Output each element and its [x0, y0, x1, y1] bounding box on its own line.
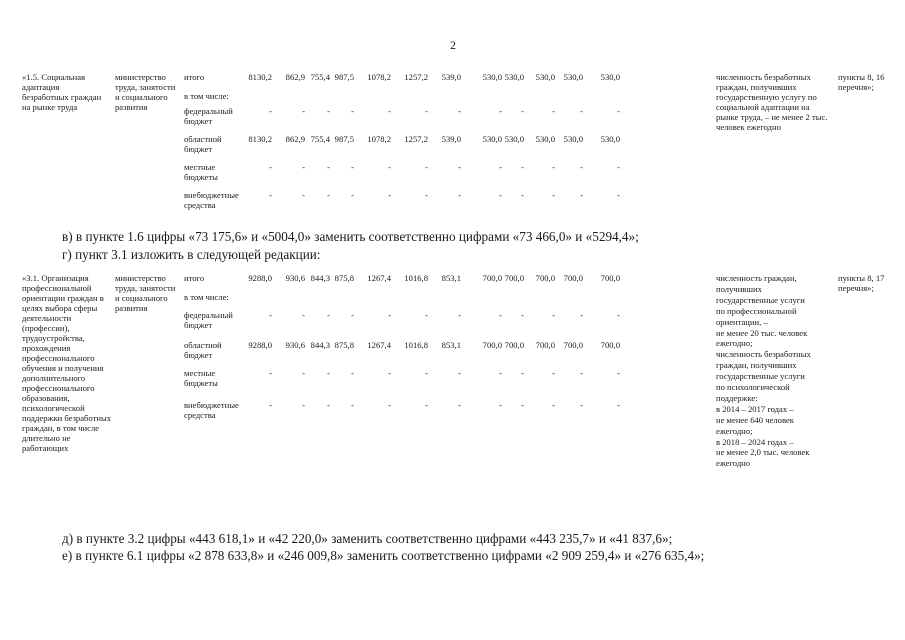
funding-value: -	[302, 162, 305, 172]
funding-value: -	[269, 368, 272, 378]
indicator-line: государственные услуги	[716, 294, 805, 305]
paragraph-g: г) пункт 3.1 изложить в следующей редакции:	[62, 247, 321, 262]
funding-value: -	[425, 400, 428, 410]
funding-value: -	[327, 162, 330, 172]
funding-value: -	[388, 190, 391, 200]
indicator-line: ежегодно	[716, 458, 751, 469]
funding-value: 1078,2	[367, 134, 391, 144]
funding-value: -	[425, 310, 428, 320]
funding-value: 755,4	[310, 134, 330, 144]
row-label: в том числе:	[184, 91, 229, 101]
funding-value: -	[302, 368, 305, 378]
funding-value: 530,0	[482, 72, 502, 82]
executor: министерство труда, занятости и социального развития	[115, 273, 176, 313]
funding-value: -	[388, 106, 391, 116]
indicator-line: ориентации, –	[716, 316, 768, 327]
funding-value: -	[499, 368, 502, 378]
paragraph-v: в) в пункте 1.6 цифры «73 175,6» и «5004,0» заменить соответственно цифрами «73 466,0» и «5294,4»;	[62, 229, 639, 244]
funding-value: 875,8	[334, 273, 354, 283]
funding-value: 9288,0	[248, 273, 272, 283]
funding-value: 862,9	[285, 72, 305, 82]
funding-value: 875,8	[334, 340, 354, 350]
measure-name: «1.5. Социальная адаптация безработных граждан на рынке труда	[22, 72, 102, 112]
funding-value: 700,0	[504, 340, 524, 350]
funding-value: 844,3	[310, 273, 330, 283]
indicator-line: граждан, получивших	[716, 360, 797, 371]
indicator-line: численность безработных	[716, 349, 811, 360]
list-points: пункты 8, 16 перечня»;	[838, 72, 885, 92]
funding-value: 853,1	[441, 340, 461, 350]
funding-value: 700,0	[535, 273, 555, 283]
funding-value: 1267,4	[367, 273, 391, 283]
funding-value: -	[425, 190, 428, 200]
funding-value: 8130,2	[248, 134, 272, 144]
funding-value: -	[580, 310, 583, 320]
funding-value: 530,0	[563, 134, 583, 144]
funding-value: -	[552, 368, 555, 378]
funding-value: -	[499, 400, 502, 410]
funding-value: 1267,4	[367, 340, 391, 350]
funding-value: 700,0	[563, 273, 583, 283]
funding-value: -	[269, 162, 272, 172]
funding-value: -	[580, 190, 583, 200]
funding-value: -	[425, 106, 428, 116]
funding-value: -	[458, 190, 461, 200]
funding-value: 755,4	[310, 72, 330, 82]
funding-value: 853,1	[441, 273, 461, 283]
indicator-line: не менее 2,0 тыс. человек	[716, 447, 810, 458]
funding-value: -	[458, 400, 461, 410]
indicator: численность безработных граждан, получивших государственную услугу по социальной адаптации на рынке труда, – не менее 2 тыс. человек ежегодно	[716, 72, 828, 132]
paragraph-d: д) в пункте 3.2 цифры «443 618,1» и «42 220,0» заменить соответственно цифрами «443 235,7» и «41 837,6»;	[62, 531, 673, 546]
funding-value: -	[617, 190, 620, 200]
executor: министерство труда, занятости и социального развития	[115, 72, 176, 112]
row-label: внебюджетные средства	[184, 190, 239, 210]
row-label: в том числе:	[184, 292, 229, 302]
funding-value: 700,0	[563, 340, 583, 350]
funding-value: 530,0	[504, 72, 524, 82]
row-label: местные бюджеты	[184, 368, 218, 388]
indicator-line: поддержке:	[716, 392, 758, 403]
funding-value: -	[351, 162, 354, 172]
funding-value: 700,0	[535, 340, 555, 350]
funding-value: -	[388, 400, 391, 410]
funding-value: -	[552, 400, 555, 410]
row-label: внебюджетные средства	[184, 400, 239, 420]
funding-value: 930,6	[285, 273, 305, 283]
funding-value: -	[351, 400, 354, 410]
funding-value: 700,0	[482, 340, 502, 350]
row-label: федеральный бюджет	[184, 310, 233, 330]
funding-value: -	[521, 368, 524, 378]
page-number: 2	[450, 38, 456, 52]
funding-value: -	[499, 190, 502, 200]
funding-value: -	[302, 310, 305, 320]
funding-value: -	[521, 190, 524, 200]
funding-value: 9288,0	[248, 340, 272, 350]
row-label: итого	[184, 273, 205, 283]
funding-value: -	[617, 162, 620, 172]
funding-value: -	[425, 368, 428, 378]
funding-value: -	[521, 310, 524, 320]
funding-value: -	[499, 162, 502, 172]
funding-value: 530,0	[600, 72, 620, 82]
indicator-line: по психологической	[716, 382, 790, 392]
funding-value: 930,6	[285, 340, 305, 350]
funding-value: -	[302, 106, 305, 116]
funding-value: 700,0	[504, 273, 524, 283]
funding-value: -	[580, 162, 583, 172]
funding-value: 700,0	[600, 340, 620, 350]
funding-value: -	[269, 106, 272, 116]
funding-value: 530,0	[600, 134, 620, 144]
funding-value: -	[552, 106, 555, 116]
indicator-line: не менее 20 тыс. человек	[716, 327, 808, 338]
indicator-line: не менее 640 человек	[716, 414, 794, 425]
funding-value: -	[499, 310, 502, 320]
row-label: итого	[184, 72, 205, 82]
funding-value: 539,0	[441, 134, 461, 144]
funding-value: -	[388, 368, 391, 378]
list-points: пункты 8, 17 перечня»;	[838, 273, 885, 293]
row-label: областной бюджет	[184, 340, 222, 360]
row-label: местные бюджеты	[184, 162, 218, 182]
indicator-line: в 2018 – 2024 годах –	[716, 436, 794, 447]
funding-value: -	[617, 368, 620, 378]
funding-value: -	[580, 368, 583, 378]
funding-value: -	[302, 400, 305, 410]
funding-value: -	[552, 162, 555, 172]
funding-value: 700,0	[482, 273, 502, 283]
funding-value: -	[521, 162, 524, 172]
funding-value: 1016,8	[404, 340, 428, 350]
funding-value: -	[425, 162, 428, 172]
funding-value: -	[458, 162, 461, 172]
funding-value: 862,9	[285, 134, 305, 144]
funding-value: -	[302, 190, 305, 200]
funding-value: 530,0	[535, 134, 555, 144]
funding-value: -	[617, 310, 620, 320]
paragraph-e: е) в пункте 6.1 цифры «2 878 633,8» и «246 009,8» заменить соответственно цифрами «2 909 259,4» и «276 635,4»;	[62, 548, 705, 563]
indicator-line: по профессиональной	[716, 305, 797, 316]
funding-value: 530,0	[535, 72, 555, 82]
measure-name: «3.1. Организация профессиональной ориентации граждан в целях выбора сферы деятельности (профессии), трудоустройства, прохождения профессионального обучения и получения дополнительного профессионального образования, психологической поддержки безработных граждан, в том числе длительно не работающих	[22, 273, 112, 453]
funding-value: -	[351, 310, 354, 320]
funding-value: -	[351, 368, 354, 378]
funding-value: -	[388, 162, 391, 172]
funding-value: -	[327, 190, 330, 200]
funding-value: -	[351, 106, 354, 116]
funding-value: 530,0	[563, 72, 583, 82]
funding-value: -	[521, 400, 524, 410]
funding-value: -	[580, 400, 583, 410]
funding-value: -	[351, 190, 354, 200]
funding-value: 1078,2	[367, 72, 391, 82]
funding-value: 987,5	[334, 134, 354, 144]
funding-value: 530,0	[504, 134, 524, 144]
funding-value: -	[327, 400, 330, 410]
indicator-line: получивших	[716, 283, 762, 294]
funding-value: -	[269, 190, 272, 200]
indicator-line: государственные услуги	[716, 371, 805, 382]
funding-value: 1016,8	[404, 273, 428, 283]
funding-value: 1257,2	[404, 72, 428, 82]
funding-value: -	[327, 106, 330, 116]
funding-value: 987,5	[334, 72, 354, 82]
indicator-line: ежегодно;	[716, 425, 753, 436]
funding-value: -	[458, 106, 461, 116]
funding-value: -	[521, 106, 524, 116]
funding-value: 700,0	[600, 273, 620, 283]
funding-value: -	[269, 400, 272, 410]
funding-value: 8130,2	[248, 72, 272, 82]
funding-value: 1257,2	[404, 134, 428, 144]
indicator-line: ежегодно;	[716, 338, 753, 349]
funding-value: -	[499, 106, 502, 116]
funding-value: -	[327, 310, 330, 320]
funding-value: -	[327, 368, 330, 378]
row-label: областной бюджет	[184, 134, 222, 154]
indicator-line: численность граждан,	[716, 273, 797, 283]
funding-value: -	[580, 106, 583, 116]
row-label: федеральный бюджет	[184, 106, 233, 126]
funding-value: 530,0	[482, 134, 502, 144]
funding-value: -	[269, 310, 272, 320]
funding-value: -	[617, 106, 620, 116]
funding-value: 539,0	[441, 72, 461, 82]
funding-value: 844,3	[310, 340, 330, 350]
funding-value: -	[552, 190, 555, 200]
funding-value: -	[617, 400, 620, 410]
funding-value: -	[458, 368, 461, 378]
funding-value: -	[388, 310, 391, 320]
indicator-line: в 2014 – 2017 годах –	[716, 403, 794, 414]
funding-value: -	[458, 310, 461, 320]
funding-value: -	[552, 310, 555, 320]
